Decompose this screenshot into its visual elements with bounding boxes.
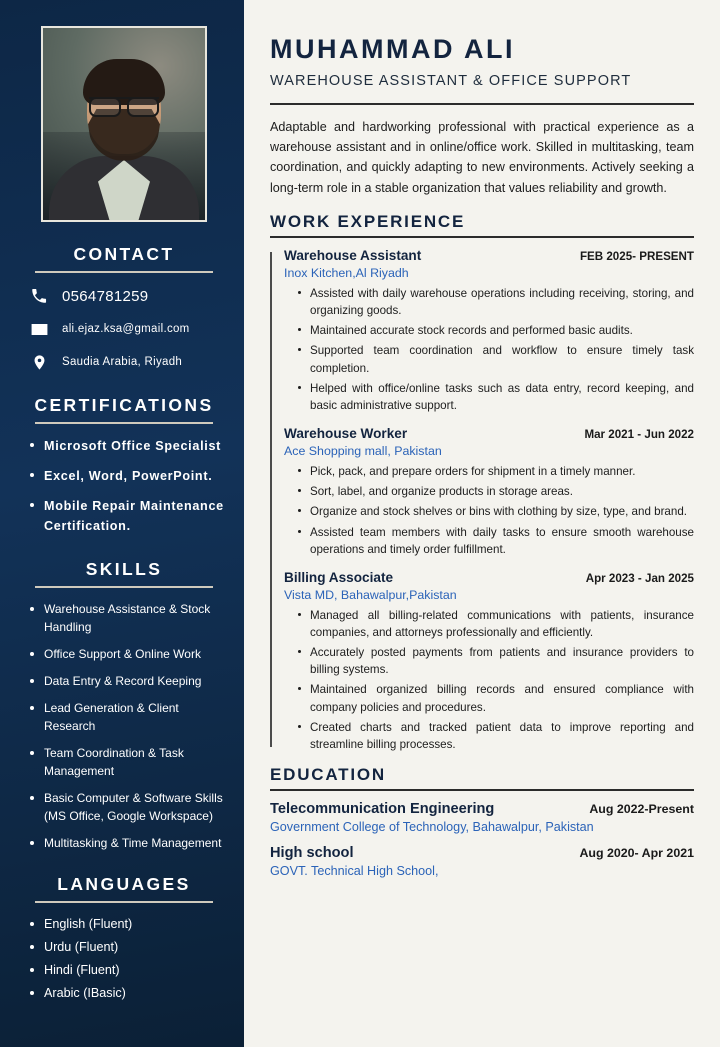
contact-phone[interactable] <box>28 285 224 307</box>
education-title: Telecommunication Engineering <box>270 800 495 817</box>
certifications-divider <box>35 422 214 424</box>
skills-divider <box>35 586 214 588</box>
list-item: Team Coordination & Task Management <box>30 744 226 780</box>
main-content <box>244 0 720 1047</box>
phone-value: 0564781259 <box>62 287 149 305</box>
education-item <box>270 801 694 837</box>
experience-header <box>284 426 694 441</box>
list-item: Managed all billing-related communications with patients, insurance companies, and attorneys professionally and efficiently. <box>298 607 694 641</box>
list-item: Assisted team members with daily tasks to ensure smooth warehouse operations and timely order fulfillment. <box>298 524 694 558</box>
education-title: High school <box>270 844 354 861</box>
experience-bullets <box>298 607 694 753</box>
list-item: Multitasking & Time Management <box>30 834 226 852</box>
experience-header <box>284 248 694 263</box>
list-item: Arabic (IBasic) <box>30 984 226 1003</box>
languages-divider <box>35 901 214 903</box>
list-item: English (Fluent) <box>30 915 226 934</box>
contact-divider <box>35 271 214 273</box>
experience-company: Ace Shopping mall, Pakistan <box>284 444 442 459</box>
list-item: Helped with office/online tasks such as data entry, record keeping, and basic administrative support. <box>298 380 694 414</box>
map-pin-icon <box>28 351 50 373</box>
list-item: Data Entry & Record Keeping <box>30 672 226 690</box>
experience-title: Billing Associate <box>284 569 394 585</box>
work-experience-divider <box>270 236 694 238</box>
experience-item <box>284 248 694 414</box>
email-value: ali.ejaz.ksa@gmail.com <box>62 323 190 335</box>
envelope-icon <box>28 318 50 340</box>
experience-header <box>284 570 694 585</box>
list-item: Supported team coordination and workflow to ensure timely task completion. <box>298 342 694 376</box>
list-item: Pick, pack, and prepare orders for shipment in a timely manner. <box>298 463 694 480</box>
experience-item <box>284 426 694 558</box>
page-title: MUHAMMAD ALI <box>270 34 515 64</box>
experience-item <box>284 570 694 753</box>
experience-bullets <box>298 463 694 558</box>
skills-list <box>30 600 226 852</box>
experience-title: Warehouse Assistant <box>284 247 422 263</box>
list-item: Office Support & Online Work <box>30 645 226 663</box>
list-item: Organize and stock shelves or bins with clothing by size, type, and brand. <box>298 503 694 520</box>
list-item: Warehouse Assistance & Stock Handling <box>30 600 226 636</box>
experience-date: FEB 2025- PRESENT <box>579 249 694 263</box>
contact-heading: CONTACT <box>73 244 175 264</box>
education-date: Aug 2020- Apr 2021 <box>579 845 694 860</box>
list-item: Sort, label, and organize products in storage areas. <box>298 483 694 500</box>
skills-heading: SKILLS <box>85 559 163 580</box>
languages-heading: LANGUAGES <box>57 874 191 895</box>
list-item: Created charts and tracked patient data to improve reporting and streamline billing processes. <box>298 719 694 753</box>
list-item: Assisted with daily warehouse operations including receiving, storing, and organizing goods. <box>298 285 694 319</box>
education-institution: GOVT. Technical High School, <box>270 863 439 878</box>
glasses-icon <box>89 97 159 113</box>
job-role-subtitle: WAREHOUSE ASSISTANT & OFFICE SUPPORT <box>270 73 632 89</box>
education-date: Aug 2022-Present <box>589 801 694 816</box>
list-item: Lead Generation & Client Research <box>30 699 226 735</box>
work-experience-list <box>270 248 694 753</box>
list-item: Microsoft Office Specialist <box>30 436 226 457</box>
education-header <box>270 801 694 817</box>
contact-location[interactable] <box>28 351 224 373</box>
list-item: Maintained accurate stock records and performed basic audits. <box>298 322 694 339</box>
certifications-heading: CERTIFICATIONS <box>34 395 214 415</box>
education-divider <box>270 789 694 791</box>
education-header <box>270 845 694 861</box>
phone-icon <box>28 285 50 307</box>
education-institution: Government College of Technology, Bahawalpur, Pakistan <box>270 819 594 834</box>
list-item: Excel, Word, PowerPoint. <box>30 466 226 487</box>
experience-company: Inox Kitchen,Al Riyadh <box>284 265 409 280</box>
list-item: Basic Computer & Software Skills (MS Office, Google Workspace) <box>30 789 226 825</box>
experience-date: Apr 2023 - Jan 2025 <box>585 571 694 585</box>
header-divider <box>270 103 694 105</box>
education-heading: EDUCATION <box>270 765 386 785</box>
experience-title: Warehouse Worker <box>284 426 408 442</box>
list-item: Hindi (Fluent) <box>30 961 226 980</box>
sidebar <box>0 0 244 1047</box>
certifications-list <box>30 436 226 537</box>
education-section <box>270 765 694 881</box>
languages-list <box>30 915 226 1003</box>
list-item: Maintained organized billing records and ensured compliance with company policies and procedures. <box>298 681 694 715</box>
list-item: Urdu (Fluent) <box>30 938 226 957</box>
experience-company: Vista MD, Bahawalpur,Pakistan <box>284 587 457 602</box>
list-item: Mobile Repair Maintenance Certification. <box>30 496 226 538</box>
professional-summary: Adaptable and hardworking professional with practical experience as a warehouse assistant and in online/office work. Skilled in multitasking, team coordination, and quickly adapting to new environments. Actively seeking a long-term role in a stable organization that values reliability and growth. <box>270 119 694 195</box>
work-experience-heading: WORK EXPERIENCE <box>270 212 466 232</box>
experience-date: Mar 2021 - Jun 2022 <box>584 428 694 442</box>
contact-email[interactable] <box>28 318 224 340</box>
location-value: Saudia Arabia, Riyadh <box>62 356 183 368</box>
list-item: Accurately posted payments from patients and insurance providers to billing systems. <box>298 644 694 678</box>
avatar <box>41 26 207 222</box>
experience-bullets <box>298 285 694 414</box>
education-item <box>270 845 694 881</box>
